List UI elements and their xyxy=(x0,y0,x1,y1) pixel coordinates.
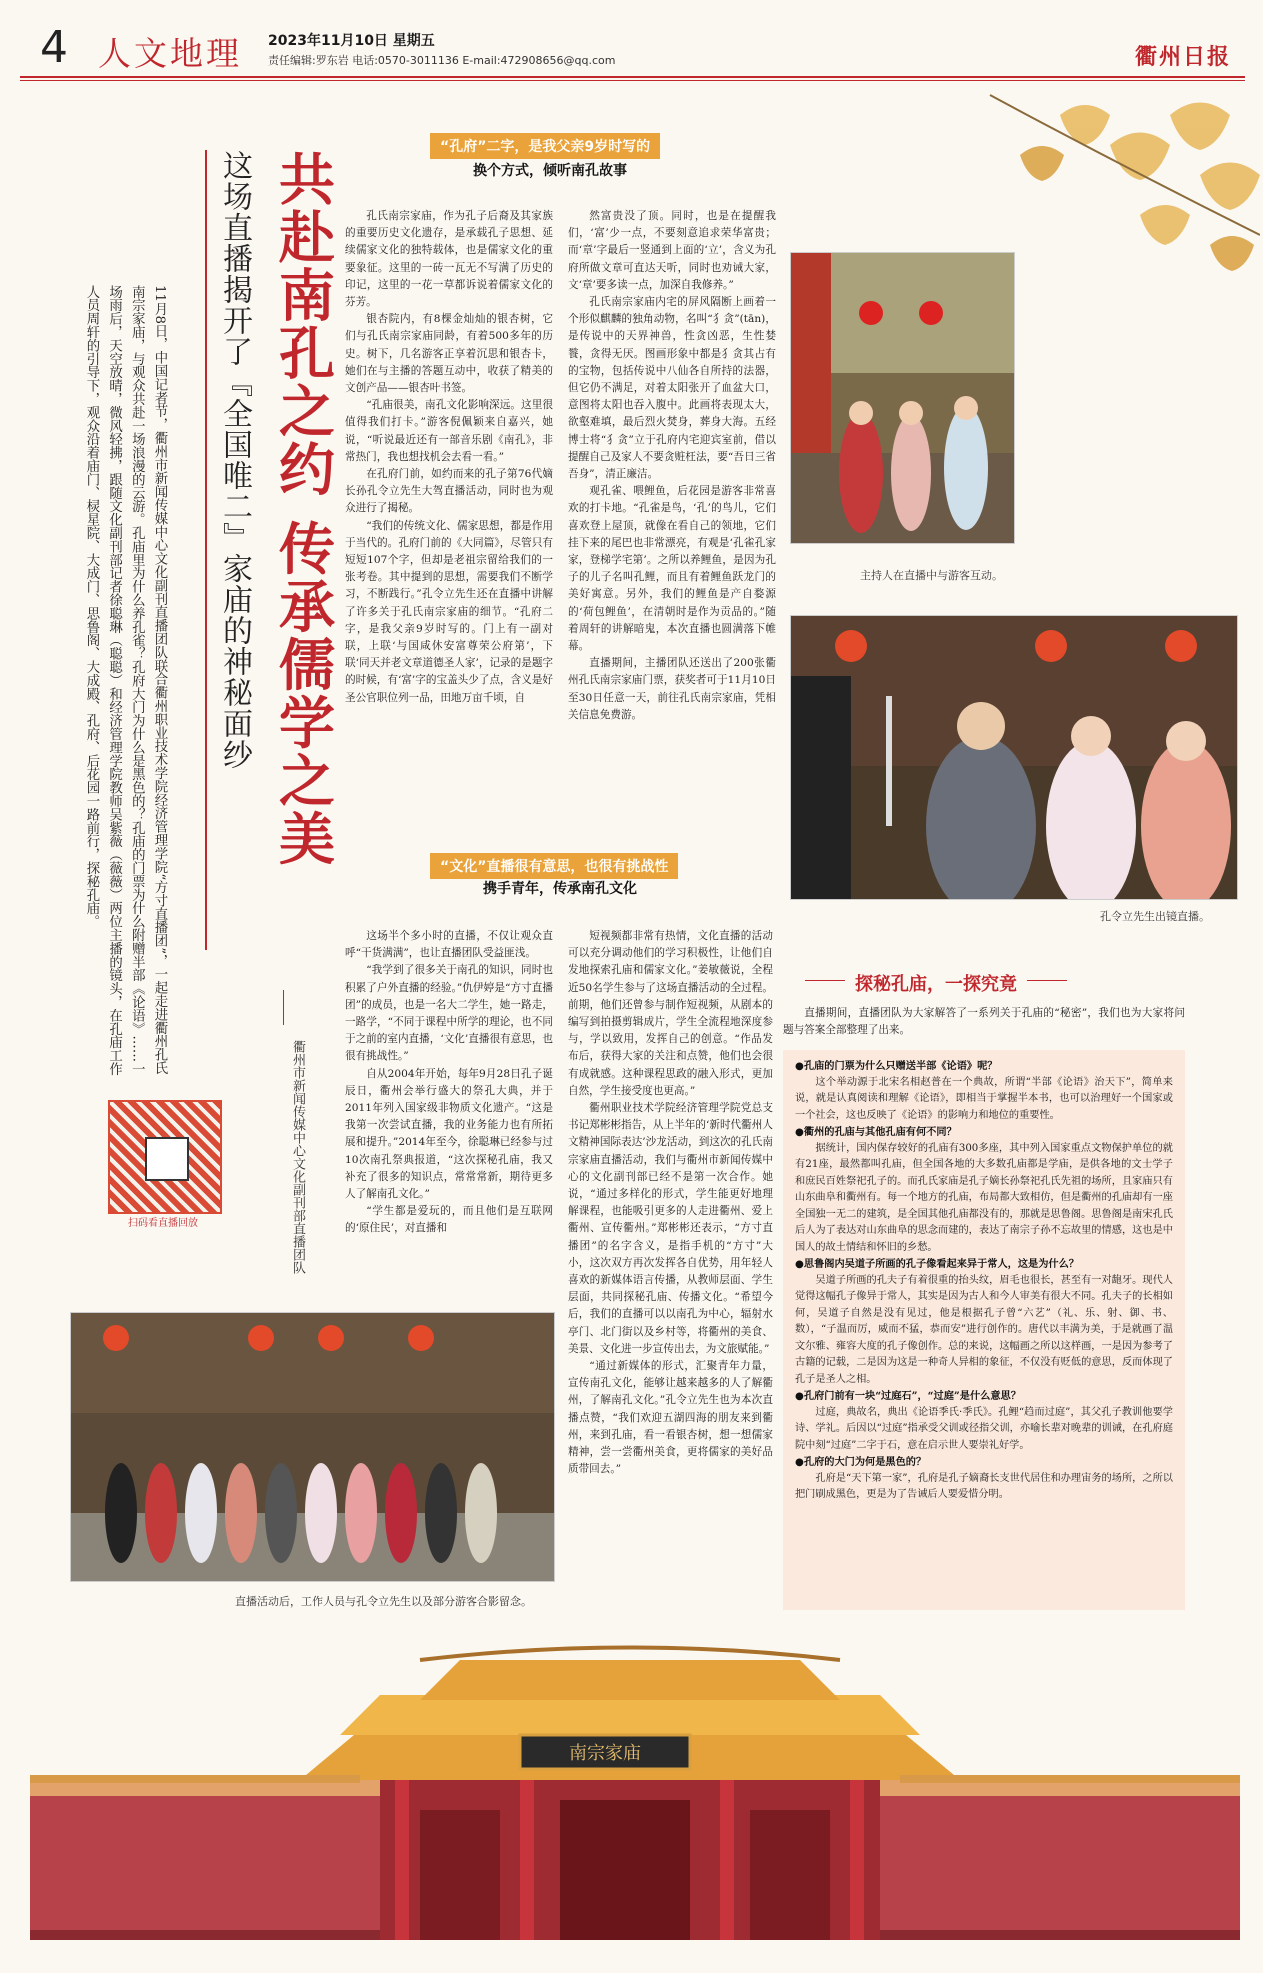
qa-question: ●思鲁阁内吴道子所画的孔子像看起来异于常人，这是为什么？ xyxy=(795,1258,1079,1270)
qa-list xyxy=(795,1058,1173,1602)
paragraph: 孔氏南宗家庙，作为孔子后裔及其家族的重要历史文化遗存，是承载孔子思想、延续儒家文化的独特载体，也是儒家文化的重要象征。这里的一砖一瓦无不写满了历史的印记，这里的一花一草都诉说着儒家文化的芬芳。 xyxy=(345,210,553,309)
paragraph: 银杏院内，有8棵金灿灿的银杏树，它们与孔氏南宗家庙同龄，有着500多年的历史。树下，几名游客正享着沉思和银杏卡，她们在与主播的答题互动中，收获了精美的文创产品——银杏叶书签。 xyxy=(345,313,553,395)
paragraph: 自从2004年开始，每年9月28日孔子诞辰日，衢州会举行盛大的祭孔大典，并于2011年列入国家级非物质文化遗产。“这是我第一次尝试直播，我的业务能力也有所拓展和提升。”2014年至今，徐聪琳已经参与过10次南孔祭典报道，“这次探秘孔庙，我又补充了很多的知识点，常常常新，期待更多人了解南孔文化。” xyxy=(345,1067,553,1201)
paragraph: 直播期间，直播团队为大家解答了一系列关于孔庙的“秘密”，我们也为大家将问题与答案全部整理了出来。 xyxy=(783,1007,1185,1037)
header-rule-thin xyxy=(20,80,1245,81)
page-number: 4 xyxy=(40,22,68,73)
byline-dash xyxy=(283,990,284,1025)
qr-code[interactable] xyxy=(108,1100,222,1214)
sub-headline: 这场直播揭开了『全国唯二』家庙的神秘面纱 xyxy=(217,150,252,770)
qa-question: ●孔府门前有一块“过庭石”，“过庭”是什么意思？ xyxy=(795,1390,1021,1402)
headline-rule xyxy=(205,150,207,950)
photo1-caption: 主持人在直播中与游客互动。 xyxy=(860,569,1003,582)
newspaper-logo: 衢州日报 xyxy=(1135,44,1232,70)
section3-intro xyxy=(783,1005,1185,1045)
photo-kong-lingli-livestream xyxy=(790,615,1238,900)
headline: 共赴南孔之约 传承儒学之美 xyxy=(270,150,336,868)
photo-group-picture xyxy=(70,1312,555,1582)
qa-question: ●衢州的孔庙与其他孔庙有何不同？ xyxy=(795,1126,957,1138)
paragraph: 直播期间，主播团队还送出了200张衢州孔氏南宗家庙门票，获奖者可于11月10日至30日任意一天，前往孔氏南宗家庙，凭相关信息免费游。 xyxy=(568,657,776,721)
qa-answer: 过庭，典故名，典出《论语季氏·季氏》。孔鲤“趋而过庭”，其父孔子教训他要学诗、学礼。后因以“过庭”指承受父训或径指父训，亦喻长辈对晚辈的训诫，在孔府庭院中刻“过庭”二字于石，意在启示世人要崇礼好学。 xyxy=(795,1406,1173,1451)
paragraph: “我们的传统文化、儒家思想，都是作用于当代的。孔府门前的《大同篇》，尽管只有短短107个字，但却是老祖宗留给我们的一张考卷。其中提到的思想，需要我们不断学习，不断践行。”孔令立先生还在直播中讲解了许多关于孔氏南宗家庙的细节。“孔府二字，是我父亲9岁时写的。门上有一副对联，上联‘与国咸休安富尊荣公府第’，下联‘同天并老文章道德圣人家’，记录的是题字的时候，有‘富’字的宝盖头少了点，含义是好圣公官职位列一品，田地万亩千顷，自 xyxy=(345,519,553,704)
paragraph: 衢州职业技术学院经济管理学院党总支书记郑彬彬指告，从上半年的‘新时代衢州人文精神国际表达’沙龙活动，到这次的孔氏南宗家庙直播活动，我们与衢州市新闻传媒中心的文化副刊部已经不是第一次合作。她说，“通过多样化的形式，学生能更好地理解课程，也能吸引更多的人走进衢州、爱上衢州、宣传衢州。”郑彬彬还表示，“方寸直播团”的名字含义，是指手机的“方寸”大小，这次双方再次发挥各自优势，用年轻人喜欢的新媒体语言传播，从教师层面、学生层面，共同探秘孔庙、传播文化。“希望今后，我们的直播可以以南孔为中心，辐射水亭门、北门街以及乡村等，将衢州的美食、美景、文化进一步宣传出去，为文旅赋能。” xyxy=(568,1102,773,1355)
qa-question: ●孔府的大门为何是黑色的？ xyxy=(795,1456,927,1468)
paragraph: 孔氏南宗家庙内宅的屏风隔断上画着一个形似麒麟的独角动物，名叫“犭贪”(tān)，是传说中的天界神兽，性贪凶恶，生性婪餮，贪得无厌。图画形象中都是犭贪其占有的宝物，包括传说中八仙各自所持的法器，但它仍不满足，对着太阳张开了血盆大口，意图将太阳也吞入腹中。此画将表现太大，欲壑难填，最后烈火焚身，葬身大海。五经博士将“犭贪”立于孔府内宅迎宾室前，借以提醒自己及家人不要贪赃枉法，要“吾日三省吾身”，清正廉洁。 xyxy=(568,296,776,481)
paragraph: 短视频都非常有热情，文化直播的活动可以充分调动他们的学习积极性，让他们自发地探索孔庙和儒家文化。”姜敏薇说，全程近50名学生参与了这场直播活动的全过程。前期，他们还曾参与制作短视频，从剧本的编写到拍摄剪辑成片，学生全流程地深度参与，学以致用，发挥自己的创意。“作品发布后，获得大家的关注和点赞，他们也会很有成就感。这种课程思政的融入形式，更加自然，学生接受度也更高。” xyxy=(568,930,773,1097)
section2-column-1 xyxy=(345,928,553,1268)
paragraph: 然富贵没了顶。同时，也是在提醒我们，‘富’少一点，不要刻意追求荣华富贵；而‘章’字最后一竖通到上面的‘立’，含义为孔府所做文章可直达天听，同时也劝诫大家，文‘章’要多读一点，加深自我修养。” xyxy=(568,210,776,291)
section2-heading: 携手青年，传承南孔文化 xyxy=(483,881,637,897)
qr-label: 扫码看直播回放 xyxy=(128,1218,198,1229)
issue-date: 2023年11月10日 星期五 xyxy=(268,33,435,49)
photo3-caption: 直播活动后，工作人员与孔令立先生以及部分游客合影留念。 xyxy=(235,1595,532,1608)
qr-code-center xyxy=(145,1137,189,1181)
paragraph: “学生都是爱玩的，而且他们是互联网的‘原住民’，对直播和 xyxy=(345,1205,553,1235)
section1-column-1 xyxy=(345,208,553,843)
paragraph: 在孔府门前，如约而来的孔子第76代嫡长孙孔令立先生大驾直播活动，同时也为观众进行了揭秘。 xyxy=(345,468,553,515)
section3-heading: 探秘孔庙，一探究竟 xyxy=(855,974,1017,995)
qa-answer: 吴道子所画的孔夫子有着很重的抬头纹，眉毛也很长，甚至有一对龅牙。现代人觉得这幅孔子像异于常人，其实是因为古人和今人审美有很大不同。孔夫子的长相如何，吴道子自然是没有见过，他是根据孔子曾“六艺”（礼、乐、射、御、书、数），“子温而厉，威而不猛，恭而安”进行创作的。唐代以丰满为美，于是就画了温文尔雅、雍容大度的孔子像创作。总的来说，这幅画之所以这样画，一是因为参考了古籍的记载，二是因为这是一种奇人异相的象征，不仅没有贬低的意思，反而体现了孔子是圣人之相。 xyxy=(795,1274,1173,1385)
section1-column-2 xyxy=(568,208,776,843)
header-rule xyxy=(20,76,1245,78)
byline: 衢州市新闻传媒中心文化副刊部直播团队 xyxy=(290,1040,305,1274)
qa-box xyxy=(783,1050,1185,1610)
temple-gate-illustration xyxy=(0,1640,1263,1973)
paragraph: “通过新媒体的形式，汇聚青年力量，宣传南孔文化，能够让越来越多的人了解衢州，了解南孔文化。”孔令立先生也为本次直播点赞，“我们欢迎五湖四海的朋友来到衢州，来到孔庙，看一看银杏树，想一想儒家精神，尝一尝衢州美食，更将儒家的美好品质带回去。” xyxy=(568,1360,773,1476)
lead-paragraph: 11月8日，中国记者节，衢州市新闻传媒中心文化副刊直播团队联合衢州职业技术学院经济管理学院“方寸直播团”，一起走进衢州孔氏南宗家庙，与观众共赴一场浪漫的云游。孔庙里为什么养孔雀？孔府大门为什么是黑色的？孔庙的门票为什么附赠半部《论语》……一场雨后，天空放晴，微风轻拂，跟随文化副刊部记者徐聪琳（聪聪）和经济管理学院教师吴紫薇（薇薇）两位主播的镜头，在孔庙工作人员周轩的引导下，观众沿着庙门、棂星院、大成门、思鲁阁、大成殿、孔府、后花园一路前行，探秘孔庙。 xyxy=(83,285,167,1076)
section3-rule-left xyxy=(805,980,845,981)
section1-banner: “孔府”二字，是我父亲9岁时写的 xyxy=(430,133,660,159)
paragraph: 这场半个多小时的直播，不仅让观众直呼“干货满满”，也让直播团队受益匪浅。 xyxy=(345,930,553,960)
qa-answer: 这个举动源于北宋名相赵普在一个典故，所谓“半部《论语》治天下”，简单来说，就是认真阅读和理解《论语》，即相当于掌握半本书，也可以治理好一个国家或一个社会，这也反映了《论语》的影响力和地位的重要性。 xyxy=(795,1076,1173,1121)
section1-heading: 换个方式，倾听南孔故事 xyxy=(473,163,627,179)
photo2-caption: 孔令立先生出镜直播。 xyxy=(1100,910,1210,923)
paragraph: “我学到了很多关于南孔的知识，同时也积累了户外直播的经验。”仇伊婷是“方寸直播团”的成员，也是一名大二学生，她一路走，一路学，“不同于课程中所学的理论，也不同于之前的室内直播，‘文化’直播很有意思，也很有挑战性。” xyxy=(345,964,553,1063)
qa-answer: 孔府是“天下第一家”，孔府是孔子嫡裔长支世代居住和办理宙务的场所，之所以把门刷成黑色，更是为了告诫后人要爱惜分明。 xyxy=(795,1472,1173,1500)
section2-banner: “文化”直播很有意思，也很有挑战性 xyxy=(430,853,678,879)
photo-hosts-interacting xyxy=(790,252,1015,544)
qa-question: ●孔庙的门票为什么只赠送半部《论语》呢？ xyxy=(795,1060,998,1072)
section2-column-2 xyxy=(568,928,773,1608)
paragraph: “孔庙很美，南孔文化影响深远。这里很值得我们打卡。”游客倪佩颖来自嘉兴，她说，“听说最近还有一部音乐剧《南孔》，非常热门，我也想找机会去看一看。” xyxy=(345,399,553,463)
qa-answer: 据统计，国内保存较好的孔庙有300多座，其中列入国家重点文物保护单位的就有21座，最然都叫孔庙，但全国各地的大多数孔庙都是学庙，是供各地的文士学子和庶民百姓祭祀孔子的。而孔氏家庙是孔子嫡长孙祭祀孔氏先祖的场所，且家庙只有山东曲阜和衢州有。每一个地方的孔庙，布局都大致相仿，但是衢州的孔庙却有一座全国独一无二的建筑，是全国其他孔庙都没有的，那就是思鲁阁。思鲁阁是南宋孔氏后人为了表达对山东曲阜的思念而建的，表达了南宗子孙不忘故里的情感，这也是中国人的故土情结和怀旧的乡愁。 xyxy=(795,1142,1173,1253)
section3-rule-right xyxy=(1027,980,1067,981)
editor-info: 责任编辑:罗东岩 电话:0570-3011136 E-mail:472908656@qq.com xyxy=(268,54,616,67)
gate-plaque: 南宗家庙 xyxy=(569,1743,641,1764)
paragraph: 观孔雀、喂鲤鱼，后花园是游客非常喜欢的打卡地。“孔雀是鸟，‘孔’的鸟儿，它们喜欢登上屋顶，就像在看自己的领地，它们挂下来的尾巴也非常漂亮，有观是‘孔雀孔家家，登梯学宅第’。之所以养鲤鱼，是因为孔子的儿子名叫孔鲤，而且有着鲤鱼跃龙门的美好寓意。另外，我们的鲤鱼是产自婺源的‘荷包鲤鱼’，在清朝时是作为贡品的。”随着周轩的讲解暗鬼，本次直播也圆满落下帷幕。 xyxy=(568,485,776,653)
section-title: 人文地理 xyxy=(98,34,242,73)
